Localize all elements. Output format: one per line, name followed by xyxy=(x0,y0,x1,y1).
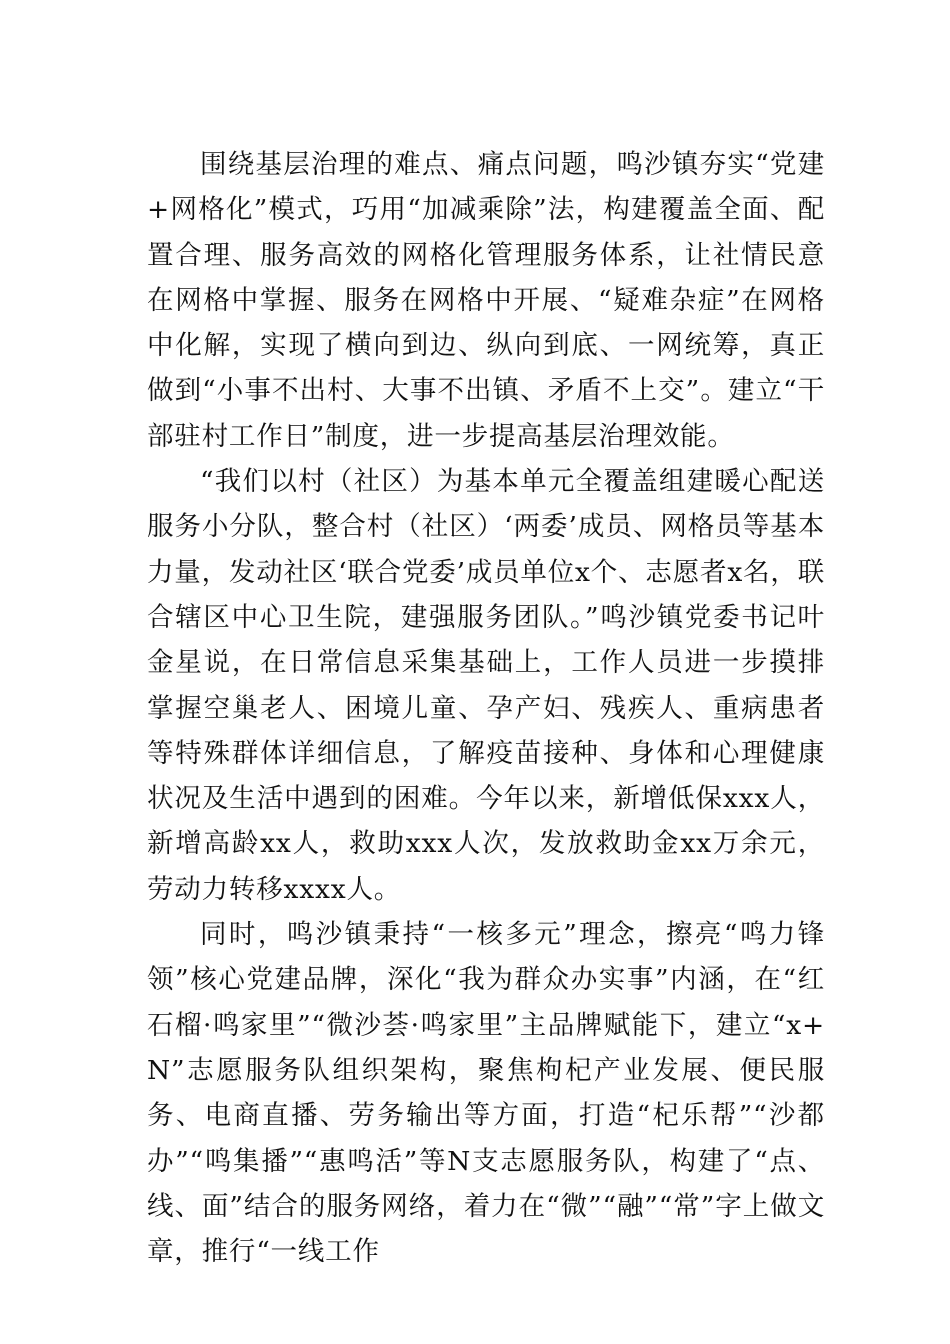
paragraph-2: “我们以村（社区）为基本单元全覆盖组建暖心配送服务小分队，整合村（社区）‘两委’成员、网格员等基本力量，发动社区‘联合党委’成员单位x个、志愿者x名，联合辖区中心卫生院，建强服务团队。”鸣沙镇党委书记叶金星说，在日常信息采集基础上，工作人员进一步摸排掌握空巢老人、困境儿童、孕产妇、残疾人、重病患者等特殊群体详细信息，了解疫苗接种、身体和心理健康状况及生活中遇到的困难。今年以来，新增低保xxx人，新增高龄xx人，救助xxx人次，发放救助金xx万余元，劳动力转移xxxx人。 xyxy=(147,466,825,905)
paragraph-3: 同时，鸣沙镇秉持“一核多元”理念，擦亮“鸣力锋领”核心党建品牌，深化“我为群众办实事”内涵，在“红石榴·鸣家里”“微沙荟·鸣家里”主品牌赋能下，建立“x+N”志愿服务队组织架构，聚焦枸杞产业发展、便民服务、电商直播、劳务输出等方面，打造“杞乐帮”“沙都办”“鸣集播”“惠鸣活”等N支志愿服务队，构建了“点、线、面”结合的服务网络，着力在“微”“融”“常”字上做文章，推行“一线工作 xyxy=(147,919,825,1268)
document-body xyxy=(147,142,825,1274)
paragraph-1: 围绕基层治理的难点、痛点问题，鸣沙镇夯实“党建+网格化”模式，巧用“加减乘除”法，构建覆盖全面、配置合理、服务高效的网格化管理服务体系，让社情民意在网格中掌握、服务在网格中开展、“疑难杂症”在网格中化解，实现了横向到边、纵向到底、一网统筹，真正做到“小事不出村、大事不出镇、矛盾不上交”。建立“干部驻村工作日”制度，进一步提高基层治理效能。 xyxy=(147,149,825,452)
